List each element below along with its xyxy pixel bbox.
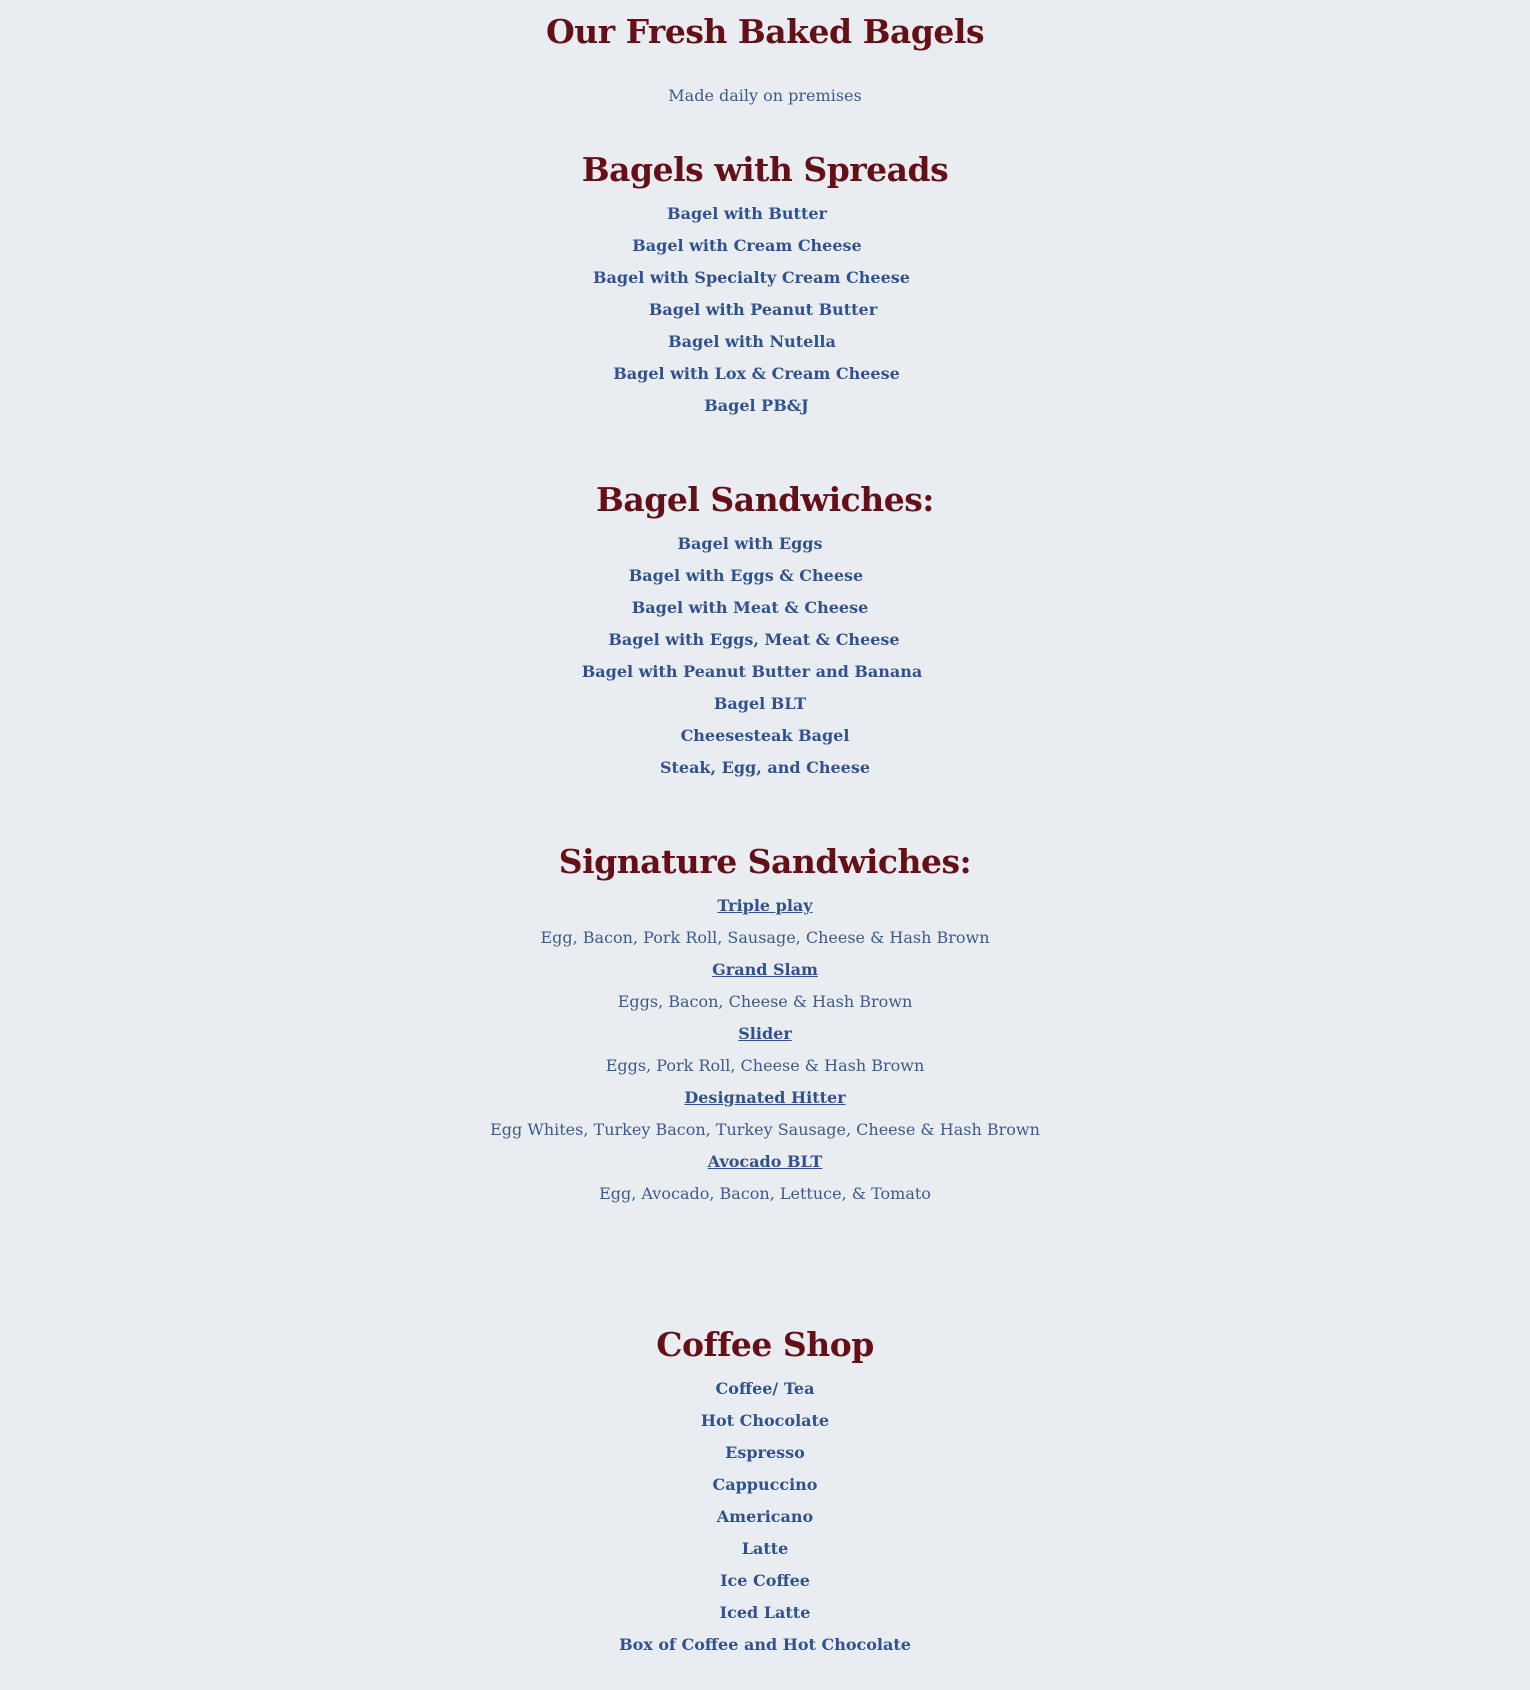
menu-item: Bagel with Peanut Butter [648, 300, 878, 319]
signature-section [0, 842, 1530, 1216]
menu-item: Steak, Egg, and Cheese [659, 758, 871, 777]
menu-item: Bagel with Specialty Cream Cheese [593, 268, 910, 287]
sandwiches-list [0, 534, 1530, 790]
menu-header [0, 12, 1530, 106]
menu-item: Espresso [725, 1443, 805, 1462]
menu-item: Hot Chocolate [700, 1411, 830, 1430]
coffee-heading: Coffee Shop [656, 1325, 874, 1364]
menu-item: Box of Coffee and Hot Chocolate [619, 1635, 911, 1654]
menu-item: Bagel with Lox & Cream Cheese [613, 364, 900, 383]
spreads-heading: Bagels with Spreads [581, 150, 949, 189]
menu-item: Bagel with Cream Cheese [632, 236, 862, 255]
menu-item: Ice Coffee [720, 1571, 810, 1590]
menu-item: Bagel with Butter [667, 204, 827, 223]
menu-item: Cappuccino [712, 1475, 818, 1494]
signature-item-desc: Egg, Avocado, Bacon, Lettuce, & Tomato [599, 1184, 931, 1203]
menu-item: Americano [716, 1507, 814, 1526]
signature-item-desc: Eggs, Bacon, Cheese & Hash Brown [617, 992, 913, 1011]
signature-item-name: Designated Hitter [684, 1088, 846, 1107]
menu-item: Bagel BLT [713, 694, 807, 713]
signature-item-desc: Egg, Bacon, Pork Roll, Sausage, Cheese & Hash Brown [540, 928, 990, 947]
coffee-section [0, 1325, 1530, 1667]
menu-item: Latte [741, 1539, 789, 1558]
page-subtitle: Made daily on premises [668, 86, 862, 105]
page-title: Our Fresh Baked Bagels [545, 12, 985, 51]
coffee-list [0, 1379, 1530, 1667]
signature-item-name: Slider [738, 1024, 792, 1043]
menu-item: Cheesesteak Bagel [680, 726, 850, 745]
menu-item: Bagel with Nutella [668, 332, 836, 351]
menu-item: Bagel with Eggs & Cheese [628, 566, 864, 585]
signature-item-name: Avocado BLT [707, 1152, 823, 1171]
menu-item: Bagel with Eggs [677, 534, 823, 553]
sandwiches-section [0, 480, 1530, 790]
signature-item-desc: Egg Whites, Turkey Bacon, Turkey Sausage, Cheese & Hash Brown [490, 1120, 1040, 1139]
signature-item-name: Triple play [717, 896, 813, 915]
menu-item: Coffee/ Tea [715, 1379, 815, 1398]
signature-item-name: Grand Slam [712, 960, 818, 979]
sandwiches-heading: Bagel Sandwiches: [596, 480, 934, 519]
spreads-section [0, 150, 1530, 428]
menu-item: Bagel PB&J [704, 396, 809, 415]
menu-item: Iced Latte [719, 1603, 811, 1622]
spreads-list [0, 204, 1530, 428]
menu-item: Bagel with Peanut Butter and Banana [581, 662, 923, 681]
signature-item-desc: Eggs, Pork Roll, Cheese & Hash Brown [605, 1056, 925, 1075]
menu-item: Bagel with Meat & Cheese [631, 598, 869, 617]
signature-heading: Signature Sandwiches: [558, 842, 972, 881]
signature-list [0, 896, 1530, 1216]
menu-item: Bagel with Eggs, Meat & Cheese [608, 630, 900, 649]
